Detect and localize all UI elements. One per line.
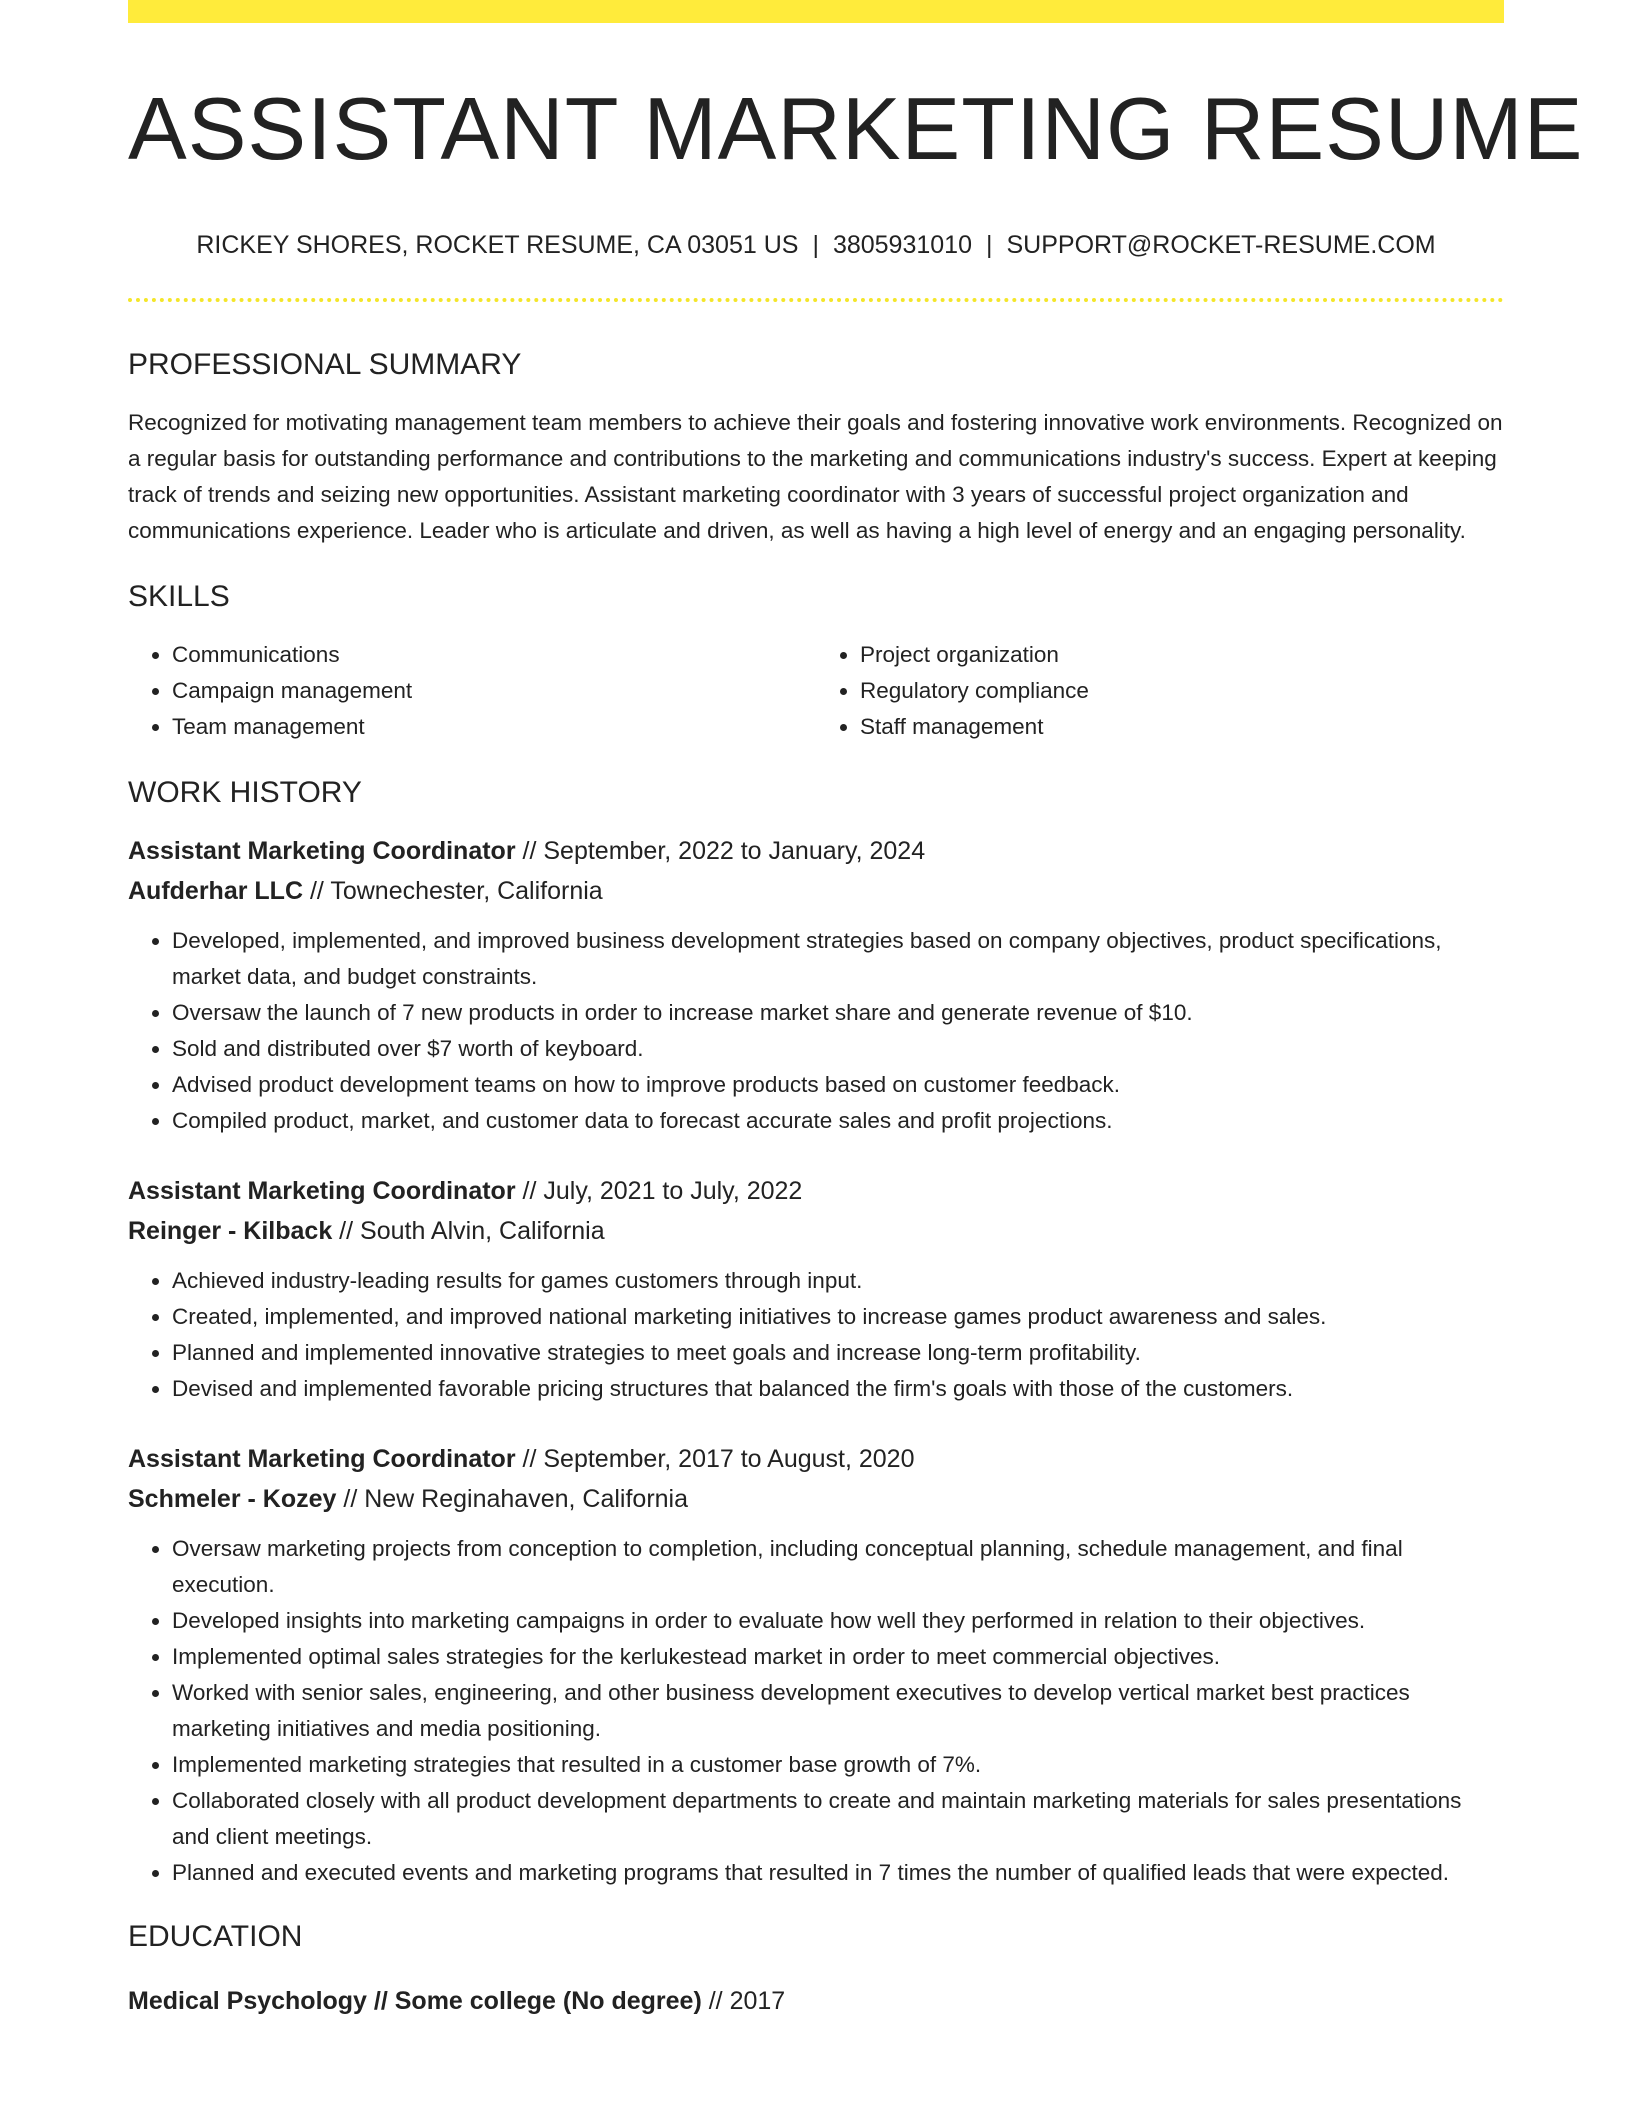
summary-text: Recognized for motivating management team members to achieve their goals and fostering innovative work environments. Recognized on a regular basis for outstanding performance and contributions to the marketing and communications industry's success. Expert at keeping track of trends and seizing new opportunities. Assistant marketing coordinator with 3 years of successful project organization and communications experience. Leader who is articulate and driven, as well as having a high level of energy and an engaging personality.: [128, 409, 1503, 543]
education-degree: Medical Psychology // Some college (No degree): [128, 1986, 702, 2015]
skills-heading: SKILLS: [128, 579, 230, 613]
job-bullet: • Worked with senior sales, engineering, and other business development executives to develop vertical market best practices marketing initiatives and media positioning.: [172, 1675, 1504, 1747]
job-separator: //: [515, 1176, 544, 1205]
education-year: 2017: [729, 1986, 786, 2015]
contact-email: SUPPORT@ROCKET-RESUME.COM: [1006, 230, 1436, 259]
job-separator: //: [332, 1216, 361, 1245]
job-title: Assistant Marketing Coordinator: [128, 1176, 516, 1205]
contact-address: RICKEY SHORES, ROCKET RESUME, CA 03051 US: [196, 230, 799, 259]
job-separator: //: [515, 836, 544, 865]
resume-page: [128, 0, 1584, 2021]
job-company: Schmeler - Kozey: [128, 1484, 337, 1513]
job-bullet: • Implemented marketing strategies that resulted in a customer base growth of 7%.: [172, 1747, 1504, 1783]
job-location: South Alvin, California: [360, 1216, 605, 1245]
skill-item: • Campaign management: [172, 673, 816, 709]
job-title-line: [128, 1171, 1504, 1211]
job-title: Assistant Marketing Coordinator: [128, 1444, 516, 1473]
job-bullet: • Implemented optimal sales strategies for the kerlukestead market in order to meet commercial objectives.: [172, 1639, 1504, 1675]
work-history-heading: WORK HISTORY: [128, 775, 362, 809]
job-bullets: [128, 923, 1504, 1139]
skill-item: • Regulatory compliance: [860, 673, 1504, 709]
job-company-line: [128, 1211, 1504, 1251]
job-title-line: [128, 831, 1504, 871]
job-bullet: • Advised product development teams on how to improve products based on customer feedback.: [172, 1067, 1504, 1103]
skills-column-right: [816, 637, 1504, 745]
job-bullet: • Sold and distributed over $7 worth of keyboard.: [172, 1031, 1504, 1067]
job-title-line: [128, 1439, 1504, 1479]
contact-phone: 3805931010: [832, 230, 972, 259]
job-separator: //: [515, 1444, 544, 1473]
job-bullet: • Developed insights into marketing campaigns in order to evaluate how well they performed in relation to their objectives.: [172, 1603, 1504, 1639]
education-heading: EDUCATION: [128, 1919, 303, 1953]
job-title: Assistant Marketing Coordinator: [128, 836, 516, 865]
job-bullet: • Compiled product, market, and customer data to forecast accurate sales and profit projections.: [172, 1103, 1504, 1139]
education-entry: [128, 1981, 1504, 2021]
job-bullet: • Achieved industry-leading results for games customers through input.: [172, 1263, 1504, 1299]
job-bullet: • Planned and executed events and marketing programs that resulted in 7 times the number of qualified leads that were expected.: [172, 1855, 1504, 1891]
skills-column-left: [128, 637, 816, 745]
job-bullet: • Planned and implemented innovative strategies to meet goals and increase long-term profitability.: [172, 1335, 1504, 1371]
job-separator: //: [336, 1484, 365, 1513]
job-bullet: • Developed, implemented, and improved business development strategies based on company objectives, product specifications, market data, and budget constraints.: [172, 923, 1504, 995]
job-entry: [128, 1439, 1504, 1891]
job-bullet: • Collaborated closely with all product development departments to create and maintain marketing materials for sales presentations and client meetings.: [172, 1783, 1504, 1855]
skill-item: • Staff management: [860, 709, 1504, 745]
job-separator: //: [303, 876, 331, 905]
skills-list: [128, 637, 1504, 745]
resume-title: ASSISTANT MARKETING RESUME: [128, 79, 1584, 178]
job-bullet: • Oversaw marketing projects from conception to completion, including conceptual planning, schedule management, and final execution.: [172, 1531, 1504, 1603]
job-company-line: [128, 1479, 1504, 1519]
skill-item: • Communications: [172, 637, 816, 673]
job-bullet: • Devised and implemented favorable pricing structures that balanced the firm's goals with those of the customers.: [172, 1371, 1504, 1407]
education-separator: //: [701, 1986, 730, 2015]
skill-item: • Team management: [172, 709, 816, 745]
job-dates: September, 2017 to August, 2020: [543, 1444, 915, 1473]
job-bullet: • Created, implemented, and improved national marketing initiatives to increase games product awareness and sales.: [172, 1299, 1504, 1335]
contact-separator: |: [812, 230, 819, 259]
job-bullets: [128, 1531, 1504, 1891]
job-company: Reinger - Kilback: [128, 1216, 333, 1245]
job-company: Aufderhar LLC: [128, 876, 303, 905]
job-bullet: • Oversaw the launch of 7 new products in order to increase market share and generate revenue of $10.: [172, 995, 1504, 1031]
job-dates: July, 2021 to July, 2022: [543, 1176, 803, 1205]
job-location: New Reginahaven, California: [364, 1484, 689, 1513]
job-entry: [128, 831, 1504, 1139]
dotted-divider: [128, 298, 1504, 302]
summary-heading: PROFESSIONAL SUMMARY: [128, 347, 522, 381]
contact-separator: |: [985, 230, 993, 259]
job-dates: September, 2022 to January, 2024: [543, 836, 926, 865]
contact-line: [128, 230, 1504, 260]
job-company-line: [128, 871, 1504, 911]
job-entry: [128, 1171, 1504, 1407]
job-bullets: [128, 1263, 1504, 1407]
skill-item: • Project organization: [860, 637, 1504, 673]
job-location: Townechester, California: [330, 876, 603, 905]
accent-top-bar: [128, 0, 1504, 23]
